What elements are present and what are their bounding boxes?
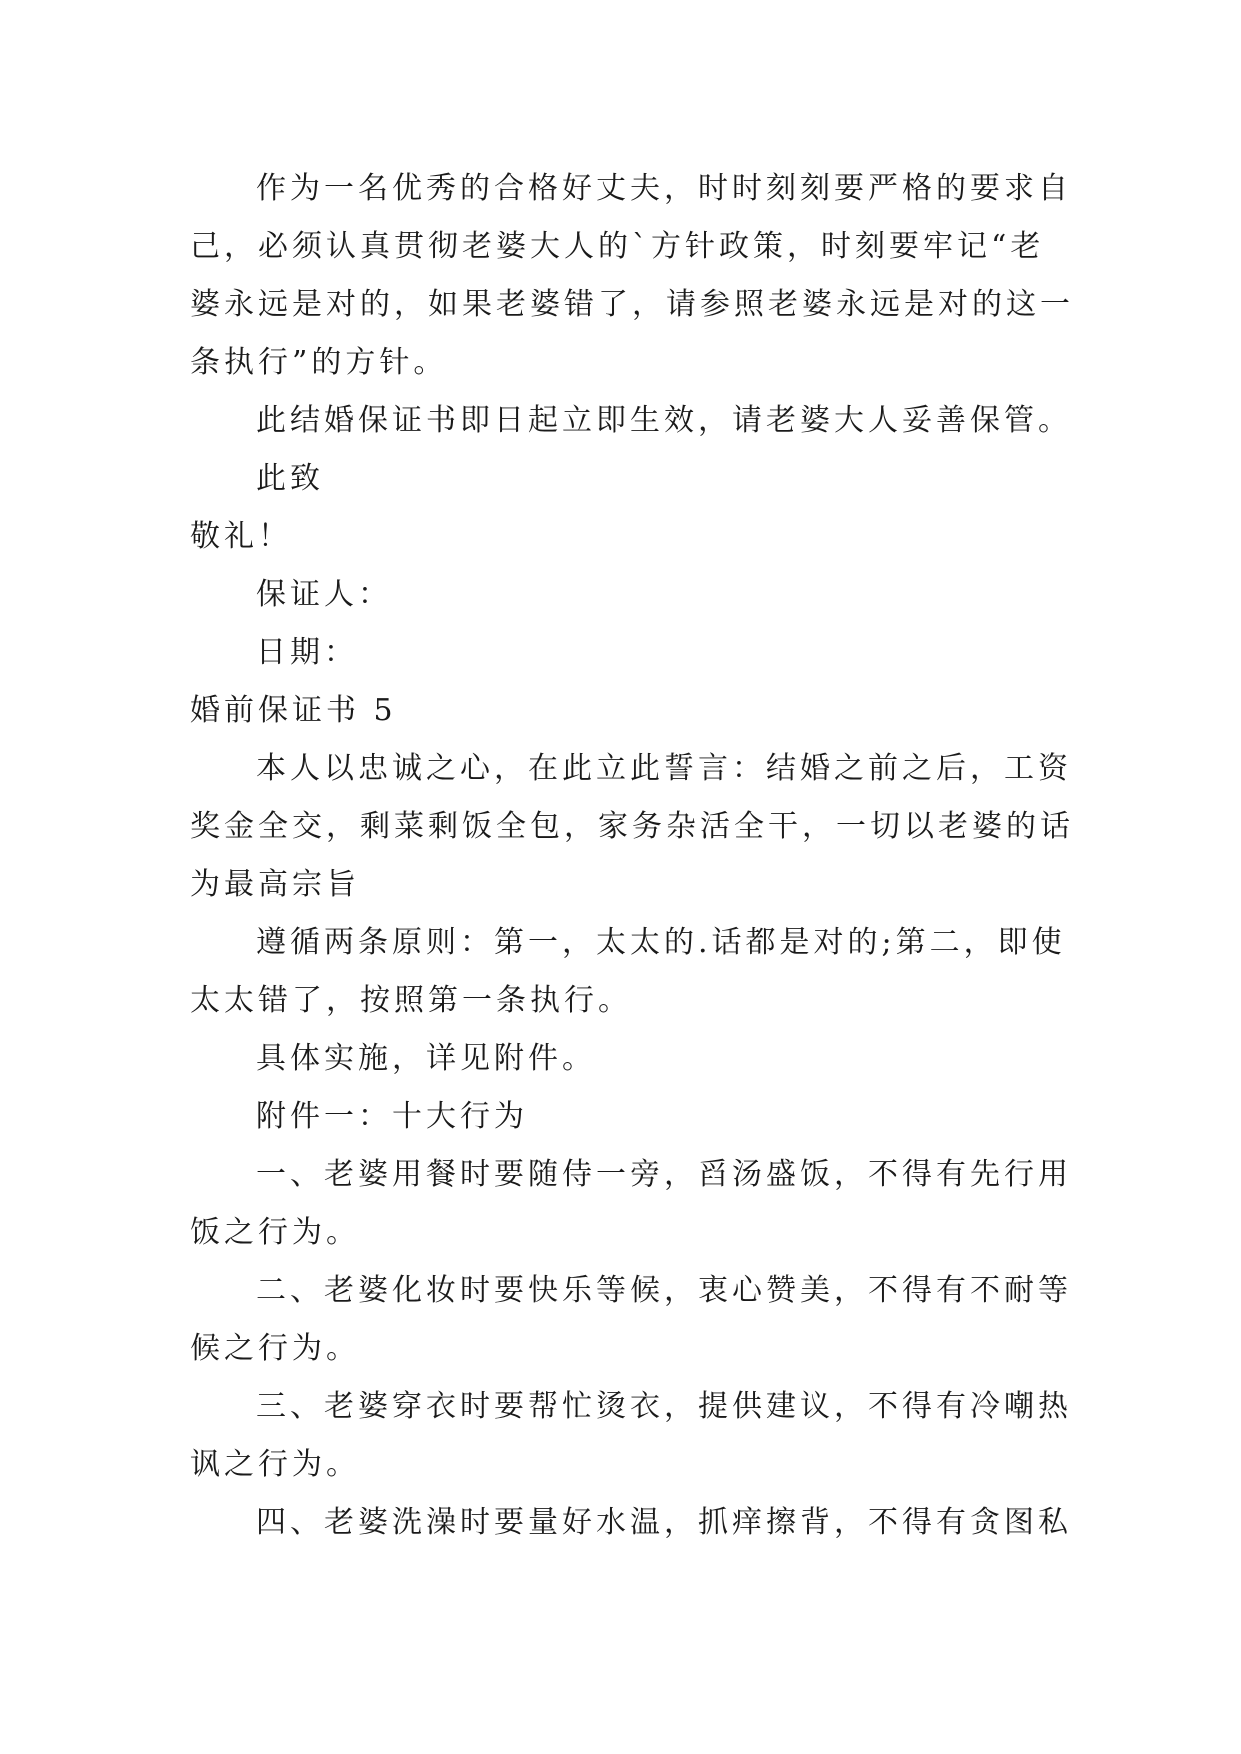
text-line: 遵循两条原则：第一，太太的.话都是对的;第二，即使 bbox=[256, 925, 1066, 960]
text-line: 讽之行为。 bbox=[190, 1447, 360, 1482]
salutation-line: 敬礼！ bbox=[190, 519, 292, 554]
text-line: 饭之行为。 bbox=[190, 1215, 360, 1250]
salutation-line: 此致 bbox=[256, 461, 324, 496]
text-line: 己，必须认真贯彻老婆大人的`方针政策，时刻要牢记“老 bbox=[190, 229, 1045, 264]
text-line: 为最高宗旨 bbox=[190, 867, 360, 902]
guarantor-label: 保证人： bbox=[256, 577, 392, 612]
text-line: 二、老婆化妆时要快乐等候，衷心赞美，不得有不耐等 bbox=[256, 1273, 1072, 1308]
text-line: 三、老婆穿衣时要帮忙烫衣，提供建议，不得有冷嘲热 bbox=[256, 1389, 1072, 1424]
text-line: 作为一名优秀的合格好丈夫，时时刻刻要严格的要求自 bbox=[256, 171, 1072, 206]
text-line: 此结婚保证书即日起立即生效，请老婆大人妥善保管。 bbox=[256, 403, 1072, 438]
text-line: 婆永远是对的，如果老婆错了，请参照老婆永远是对的这一 bbox=[190, 287, 1074, 322]
text-line: 具体实施，详见附件。 bbox=[256, 1041, 596, 1076]
document-body bbox=[190, 160, 1074, 1552]
text-line: 四、老婆洗澡时要量好水温，抓痒擦背，不得有贪图私 bbox=[256, 1505, 1072, 1540]
text-line: 候之行为。 bbox=[190, 1331, 360, 1366]
text-line: 本人以忠诚之心，在此立此誓言：结婚之前之后，工资 bbox=[256, 751, 1072, 786]
section-heading: 婚前保证书 5 bbox=[190, 693, 397, 728]
text-line: 太太错了，按照第一条执行。 bbox=[190, 983, 632, 1018]
date-label: 日期： bbox=[256, 635, 358, 670]
text-line: 附件一：十大行为 bbox=[256, 1099, 528, 1134]
text-line: 一、老婆用餐时要随侍一旁，舀汤盛饭，不得有先行用 bbox=[256, 1157, 1072, 1192]
text-line: 条执行”的方针。 bbox=[190, 345, 448, 380]
text-line: 奖金全交，剩菜剩饭全包，家务杂活全干，一切以老婆的话 bbox=[190, 809, 1074, 844]
